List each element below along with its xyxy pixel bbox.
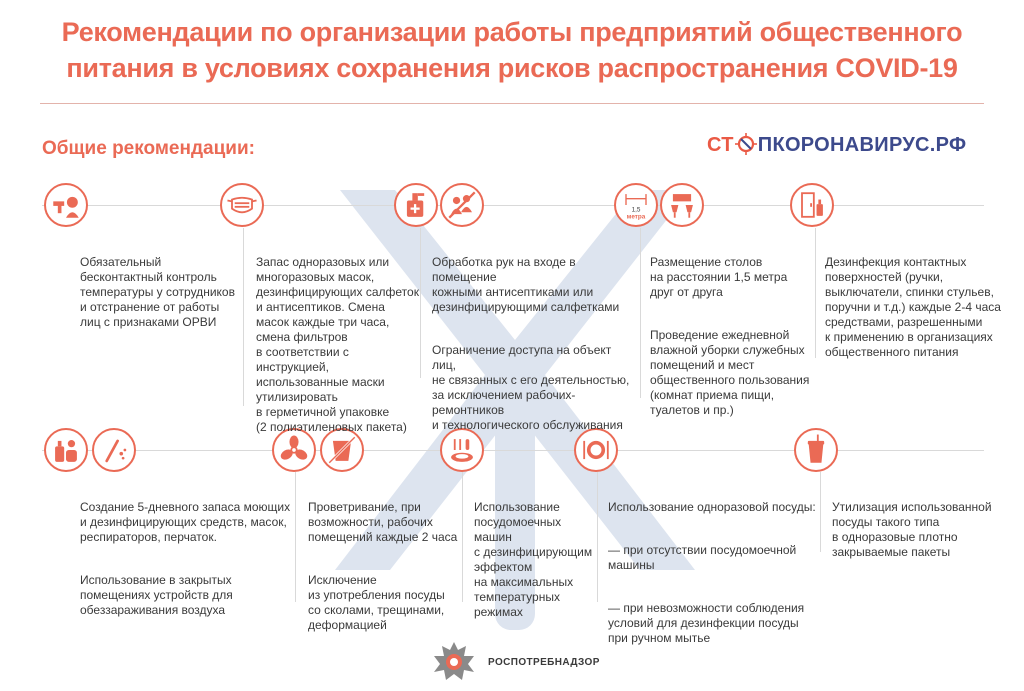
title-line-2: питания в условиях сохранения рисков распространения COVID-19: [66, 53, 958, 83]
paragraph: Размещение столов на расстоянии 1,5 метра друг от друга: [650, 255, 788, 299]
svg-text:1,5: 1,5: [631, 206, 641, 214]
paragraph: Ограничение доступа на объект лиц, не связанных с его деятельностью, за исключением рабочих-ремонтников и технологического обслуживания: [432, 343, 630, 432]
mask-icon: [220, 183, 264, 227]
paragraph: Создание 5-дневного запаса моющих и дезинфицирующих средств, масок, респираторов, перчаток.: [80, 500, 291, 544]
thermometer-icon: [44, 183, 88, 227]
rospotrebnadzor-emblem-icon: [428, 636, 480, 688]
no-crowd-icon: [440, 183, 484, 227]
paragraph: Использование в закрытых помещениях устройств для обеззараживания воздуха: [80, 573, 233, 617]
cleaning-supplies-icon: [44, 428, 88, 472]
organization-name: РОСПОТРЕБНАДЗОР: [488, 657, 600, 668]
svg-text:метра: метра: [626, 213, 646, 221]
separator: [820, 472, 821, 552]
recommendation-text: [474, 485, 596, 648]
recommendation-text: [608, 485, 818, 674]
section-title: Общие рекомендации:: [42, 138, 255, 159]
paragraph: — при отсутствии посудомоечной машины: [608, 543, 797, 572]
paragraph: Исключение из употребления посуды со сколами, трещинами, деформацией: [308, 573, 445, 632]
paragraph: Запас одноразовых или многоразовых масок, дезинфицирующих салфеток и антисептиков. Смена масок каждые три часа, смена фильтров в соответствии с инструкцией, использованные маски утилизировать в герметичной упаковке (2 полиэтиленовых пакета): [256, 255, 419, 434]
page-title: [20, 14, 1004, 86]
separator: [815, 228, 816, 358]
separator: [597, 472, 598, 602]
recommendation-text: [80, 240, 240, 358]
paragraph: — при невозможности соблюдения условий для дезинфекции посуды при ручном мытье: [608, 601, 805, 645]
brush-icon: [92, 428, 136, 472]
recommendation-text: [832, 485, 1007, 588]
table-icon: [660, 183, 704, 227]
paragraph: Обязательный бесконтактный контроль температуры у сотрудников и отстранение от работы лиц с признаками ОРВИ: [80, 255, 235, 329]
logo-part-1: СТ: [707, 134, 734, 156]
separator: [243, 228, 244, 406]
sanitizer-icon: [394, 183, 438, 227]
recommendation-text: [80, 485, 292, 646]
virus-icon: [735, 133, 757, 155]
separator: [295, 472, 296, 602]
title-line-1: Рекомендации по организации работы предприятий общественного: [61, 17, 963, 47]
distance-icon: [614, 183, 658, 227]
stopcoronavirus-logo[interactable]: [707, 133, 966, 157]
paragraph: Проведение ежедневной влажной уборки служебных помещений и мест общественного пользования (комнат приема пищи, туалетов и пр.): [650, 328, 810, 417]
paragraph: Утилизация использованной посуды такого типа в одноразовые плотно закрываемые пакеты: [832, 500, 992, 559]
paragraph: Обработка рук на входе в помещение кожными антисептиками или дезинфицирующими салфетками: [432, 255, 620, 314]
recommendation-text: [825, 240, 1003, 388]
row-1-line: [42, 205, 984, 206]
paragraph: Проветривание, при возможности, рабочих помещений каждые 2 часа: [308, 500, 458, 544]
door-spray-icon: [790, 183, 834, 227]
logo-part-2: ПКОРОНАВИРУС.РФ: [757, 134, 967, 156]
paragraph: Использование посудомоечных машин с дезинфицирующим эффектом на максимальных температурных режимах: [474, 500, 593, 619]
paragraph: Использование одноразовой посуды:: [608, 500, 816, 514]
title-divider: [40, 103, 984, 104]
paragraph: Дезинфекция контактных поверхностей (ручки, выключатели, спинки стульев, поручни и т.д.) каждые 2-4 часа средствами, разрешенными к применению в организациях общественного питания: [825, 255, 1001, 359]
separator: [640, 228, 641, 398]
separator: [462, 472, 463, 602]
recommendation-text: [432, 240, 637, 461]
recommendation-text: [256, 240, 421, 463]
recommendation-text: [650, 240, 812, 446]
recommendation-text: [308, 485, 460, 661]
